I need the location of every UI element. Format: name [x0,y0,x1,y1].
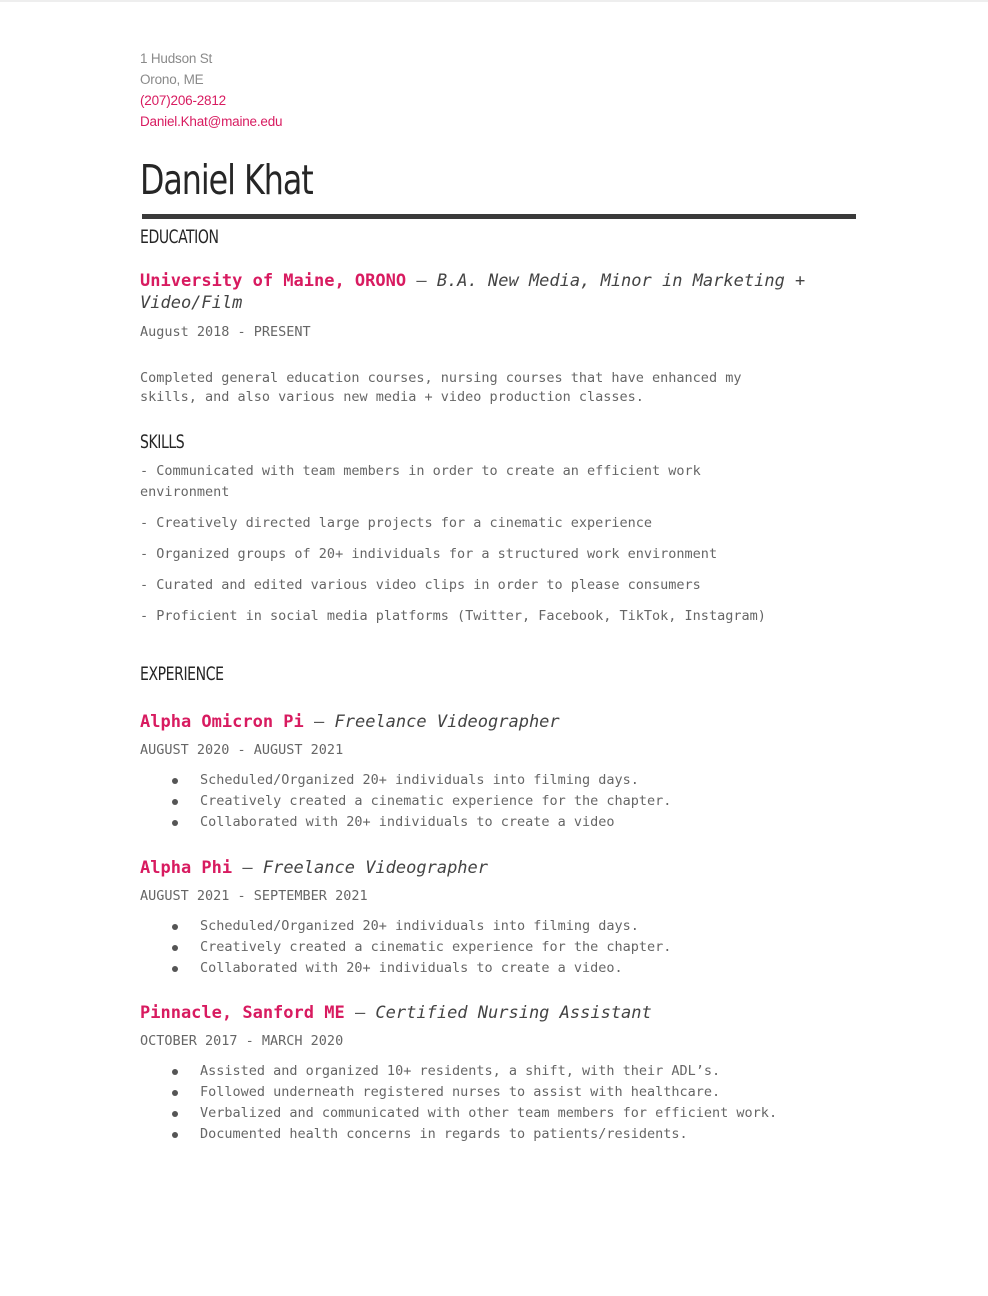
bullet-dot-icon [172,1111,178,1117]
job-separator: — [344,1003,376,1023]
job-title [140,857,856,879]
resume-page [140,48,856,1145]
job-bullet: Creatively created a cinematic experience for the chapter. [140,791,856,812]
education-entry-title [140,270,856,314]
job-org: Alpha Phi [140,858,233,878]
candidate-name: Daniel Khat [140,156,313,204]
bullet-dot-icon [172,924,178,930]
page-top-border [0,0,988,2]
education-separator: — [406,271,437,291]
job-entry [140,1002,856,1145]
experience-heading: EXPERIENCE [140,663,224,685]
job-bullet: Scheduled/Organized 20+ individuals into filming days. [140,916,856,937]
job-bullet: Assisted and organized 10+ residents, a shift, with their ADL’s. [140,1061,856,1082]
skill-item-line2: environment [140,484,230,500]
bullet-dot-icon [172,945,178,951]
job-separator: — [232,858,263,878]
contact-city: Orono, ME [140,72,204,87]
job-title [140,1002,856,1024]
job-entry [140,711,856,833]
education-org: University of Maine, ORONO [140,271,407,291]
job-separator: — [303,712,335,732]
job-bullet: Collaborated with 20+ individuals to create a video [140,812,856,833]
skill-item [140,544,856,565]
contact-street: 1 Hudson St [140,51,213,66]
bullet-dot-icon [172,1090,178,1096]
job-bullet: Scheduled/Organized 20+ individuals into filming days. [140,770,856,791]
job-bullet: Verbalized and communicated with other team members for efficient work. [140,1103,856,1124]
skill-item-line1: - Proficient in social media platforms (Twitter, Facebook, TikTok, Instagram) [140,608,766,624]
header-rule [142,214,856,219]
education-heading: EDUCATION [140,226,219,248]
skill-item [140,513,856,534]
job-bullet: Collaborated with 20+ individuals to create a video. [140,958,856,979]
job-dates: AUGUST 2020 - AUGUST 2021 [140,742,344,758]
skills-list [140,461,856,627]
job-role: Certified Nursing Assistant [375,1003,652,1023]
job-bullets [140,1061,856,1145]
skill-item [140,575,856,596]
skill-item [140,606,856,627]
education-degree-line1: B.A. New Media, Minor in Marketing + [436,271,806,291]
skill-item [140,461,856,503]
job-bullets [140,770,856,833]
education-description [140,369,856,407]
bullet-dot-icon [172,778,178,784]
job-role: Freelance Videographer [334,712,560,732]
job-dates: OCTOBER 2017 - MARCH 2020 [140,1033,344,1049]
job-bullet: Creatively created a cinematic experience for the chapter. [140,937,856,958]
contact-block [140,48,856,132]
bullet-dot-icon [172,1132,178,1138]
bullet-dot-icon [172,966,178,972]
job-bullet: Followed underneath registered nurses to assist with healthcare. [140,1082,856,1103]
education-description-line1: Completed general education courses, nursing courses that have enhanced my [140,370,742,386]
education-description-line2: skills, and also various new media + video production classes. [140,389,644,405]
job-role: Freelance Videographer [262,858,489,878]
job-bullets [140,916,856,979]
skill-item-line1: - Communicated with team members in order to create an efficient work [140,463,701,479]
contact-email[interactable]: Daniel.Khat@maine.edu [140,114,283,129]
contact-phone[interactable]: (207)206-2812 [140,93,226,108]
bullet-dot-icon [172,1069,178,1075]
bullet-dot-icon [172,820,178,826]
education-dates: August 2018 - PRESENT [140,324,311,340]
job-org: Alpha Omicron Pi [140,712,304,732]
skills-heading: SKILLS [140,431,185,453]
skill-item-line1: - Creatively directed large projects for a cinematic experience [140,515,653,531]
job-dates: AUGUST 2021 - SEPTEMBER 2021 [140,888,368,904]
job-entry [140,857,856,979]
job-title [140,711,856,733]
skill-item-line1: - Organized groups of 20+ individuals for a structured work environment [140,546,718,562]
bullet-dot-icon [172,799,178,805]
job-org: Pinnacle, Sanford ME [140,1003,345,1023]
skill-item-line1: - Curated and edited various video clips in order to please consumers [140,577,701,593]
job-bullet: Documented health concerns in regards to patients/residents. [140,1124,856,1145]
education-degree-line2: Video/Film [140,293,243,313]
